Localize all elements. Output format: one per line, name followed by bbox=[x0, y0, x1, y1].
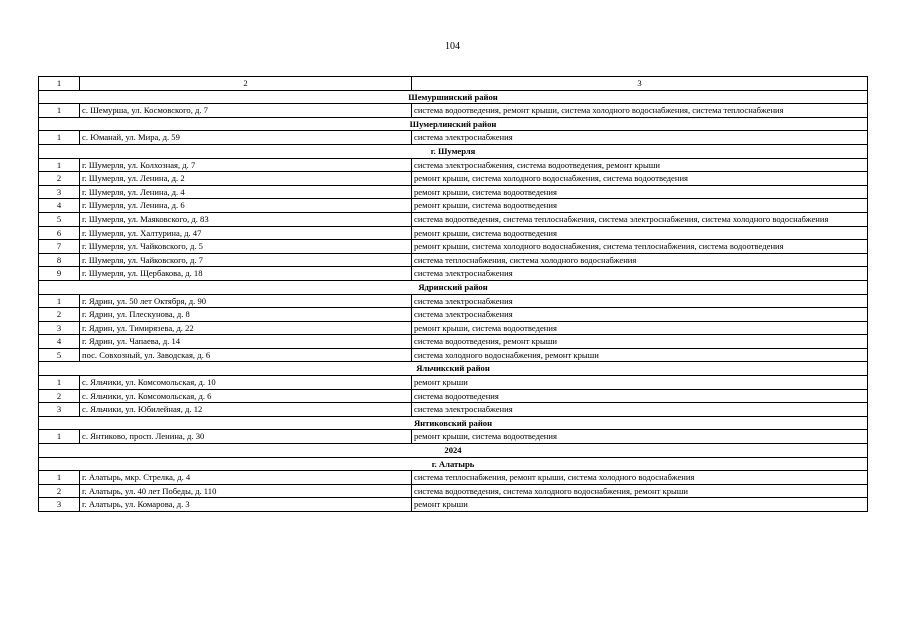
table-row bbox=[39, 389, 868, 403]
table-row bbox=[39, 376, 868, 390]
table-row bbox=[39, 308, 868, 322]
section-header-row bbox=[39, 362, 868, 376]
works-table bbox=[38, 76, 868, 512]
row-number-cell: 1 bbox=[39, 104, 80, 118]
address-cell: с. Яльчики, ул. Комсомольская, д. 10 bbox=[80, 376, 412, 390]
section-title: 2024 bbox=[39, 444, 868, 458]
works-cell: ремонт крыши, система водоотведения bbox=[412, 430, 868, 444]
address-cell: пос. Совхозный, ул. Заводская, д. 6 bbox=[80, 348, 412, 362]
address-cell: г. Шумерля, ул. Чайковского, д. 5 bbox=[80, 240, 412, 254]
row-number-cell: 6 bbox=[39, 226, 80, 240]
row-number-cell: 4 bbox=[39, 335, 80, 349]
works-cell: ремонт крыши, система водоотведения bbox=[412, 321, 868, 335]
page-number: 104 bbox=[445, 41, 460, 52]
table-row bbox=[39, 226, 868, 240]
table-row bbox=[39, 212, 868, 226]
works-cell: система электроснабжения bbox=[412, 131, 868, 145]
section-header-row bbox=[39, 144, 868, 158]
section-header-row bbox=[39, 444, 868, 458]
address-cell: г. Ядрин, ул. Плескунова, д. 8 bbox=[80, 308, 412, 322]
row-number-cell: 2 bbox=[39, 308, 80, 322]
address-cell: г. Шумерля, ул. Ленина, д. 4 bbox=[80, 185, 412, 199]
table-row bbox=[39, 172, 868, 186]
row-number-cell: 1 bbox=[39, 430, 80, 444]
row-number-cell: 3 bbox=[39, 403, 80, 417]
address-cell: с. Юманай, ул. Мира, д. 59 bbox=[80, 131, 412, 145]
address-cell: г. Шумерля, ул. Колхозная, д. 7 bbox=[80, 158, 412, 172]
row-number-cell: 3 bbox=[39, 321, 80, 335]
address-cell: г. Алатырь, ул. Комарова, д. 3 bbox=[80, 498, 412, 512]
table-row bbox=[39, 335, 868, 349]
address-cell: г. Шумерля, ул. Ленина, д. 2 bbox=[80, 172, 412, 186]
address-cell: с. Янтиково, просп. Ленина, д. 30 bbox=[80, 430, 412, 444]
table-body bbox=[39, 77, 868, 512]
row-number-cell: 1 bbox=[39, 131, 80, 145]
table-row bbox=[39, 158, 868, 172]
section-title: г. Шумерля bbox=[39, 144, 868, 158]
row-number-cell: 3 bbox=[39, 498, 80, 512]
row-number-cell: 9 bbox=[39, 267, 80, 281]
table-row bbox=[39, 430, 868, 444]
table-row bbox=[39, 240, 868, 254]
address-cell: г. Ядрин, ул. 50 лет Октября, д. 90 bbox=[80, 294, 412, 308]
works-cell: система водоотведения, ремонт крыши bbox=[412, 335, 868, 349]
works-cell: система водоотведения bbox=[412, 389, 868, 403]
address-cell: г. Шумерля, ул. Халтурина, д. 47 bbox=[80, 226, 412, 240]
header-cell-3: 3 bbox=[412, 77, 868, 91]
table-row bbox=[39, 267, 868, 281]
works-cell: система холодного водоснабжения, ремонт крыши bbox=[412, 348, 868, 362]
table-header-row bbox=[39, 77, 868, 91]
row-number-cell: 8 bbox=[39, 253, 80, 267]
header-cell-2: 2 bbox=[80, 77, 412, 91]
address-cell: г. Шумерля, ул. Маяковского, д. 83 bbox=[80, 212, 412, 226]
works-cell: система теплоснабжения, система холодного водоснабжения bbox=[412, 253, 868, 267]
row-number-cell: 3 bbox=[39, 185, 80, 199]
address-cell: с. Яльчики, ул. Комсомольская, д. 6 bbox=[80, 389, 412, 403]
row-number-cell: 5 bbox=[39, 212, 80, 226]
table-row bbox=[39, 104, 868, 118]
section-title: г. Алатырь bbox=[39, 457, 868, 471]
table-row bbox=[39, 498, 868, 512]
row-number-cell: 2 bbox=[39, 389, 80, 403]
works-cell: система водоотведения, система теплоснабжения, система электроснабжения, система холодного водоснабжения bbox=[412, 212, 868, 226]
table-row bbox=[39, 321, 868, 335]
table-row bbox=[39, 348, 868, 362]
table-row bbox=[39, 471, 868, 485]
row-number-cell: 5 bbox=[39, 348, 80, 362]
works-cell: ремонт крыши, система холодного водоснабжения, система теплоснабжения, система водоотведения bbox=[412, 240, 868, 254]
works-cell: система электроснабжения, система водоотведения, ремонт крыши bbox=[412, 158, 868, 172]
works-cell: система теплоснабжения, ремонт крыши, система холодного водоснабжения bbox=[412, 471, 868, 485]
works-cell: ремонт крыши, система водоотведения bbox=[412, 226, 868, 240]
row-number-cell: 1 bbox=[39, 158, 80, 172]
section-title: Янтиковский район bbox=[39, 416, 868, 430]
table-row bbox=[39, 403, 868, 417]
works-cell: система электроснабжения bbox=[412, 308, 868, 322]
section-title: Шумерлинский район bbox=[39, 117, 868, 131]
section-title: Ядринский район bbox=[39, 280, 868, 294]
table-row bbox=[39, 185, 868, 199]
address-cell: г. Алатырь, ул. 40 лет Победы, д. 110 bbox=[80, 484, 412, 498]
table-row bbox=[39, 294, 868, 308]
row-number-cell: 1 bbox=[39, 376, 80, 390]
section-header-row bbox=[39, 280, 868, 294]
address-cell: г. Алатырь, мкр. Стрелка, д. 4 bbox=[80, 471, 412, 485]
works-cell: ремонт крыши bbox=[412, 376, 868, 390]
works-cell: система электроснабжения bbox=[412, 294, 868, 308]
address-cell: г. Ядрин, ул. Чапаева, д. 14 bbox=[80, 335, 412, 349]
section-header-row bbox=[39, 117, 868, 131]
works-cell: ремонт крыши, система водоотведения bbox=[412, 199, 868, 213]
table-row bbox=[39, 253, 868, 267]
address-cell: г. Шумерля, ул. Чайковского, д. 7 bbox=[80, 253, 412, 267]
row-number-cell: 4 bbox=[39, 199, 80, 213]
works-cell: ремонт крыши, система холодного водоснабжения, система водоотведения bbox=[412, 172, 868, 186]
address-cell: г. Шумерля, ул. Ленина, д. 6 bbox=[80, 199, 412, 213]
table-row bbox=[39, 199, 868, 213]
row-number-cell: 1 bbox=[39, 294, 80, 308]
address-cell: г. Шумерля, ул. Щербакова, д. 18 bbox=[80, 267, 412, 281]
address-cell: с. Яльчики, ул. Юбилейная, д. 12 bbox=[80, 403, 412, 417]
row-number-cell: 7 bbox=[39, 240, 80, 254]
works-cell: ремонт крыши, система водоотведения bbox=[412, 185, 868, 199]
row-number-cell: 2 bbox=[39, 484, 80, 498]
header-cell-1: 1 bbox=[39, 77, 80, 91]
address-cell: с. Шемурша, ул. Космовского, д. 7 bbox=[80, 104, 412, 118]
works-cell: ремонт крыши bbox=[412, 498, 868, 512]
row-number-cell: 2 bbox=[39, 172, 80, 186]
section-header-row bbox=[39, 416, 868, 430]
address-cell: г. Ядрин, ул. Тимирязева, д. 22 bbox=[80, 321, 412, 335]
works-cell: система водоотведения, система холодного водоснабжения, ремонт крыши bbox=[412, 484, 868, 498]
section-header-row bbox=[39, 90, 868, 104]
works-cell: система водоотведения, ремонт крыши, система холодного водоснабжения, система теплоснабжения bbox=[412, 104, 868, 118]
section-header-row bbox=[39, 457, 868, 471]
table-row bbox=[39, 484, 868, 498]
row-number-cell: 1 bbox=[39, 471, 80, 485]
table-row bbox=[39, 131, 868, 145]
section-title: Шемуршинский район bbox=[39, 90, 868, 104]
works-cell: система электроснабжения bbox=[412, 267, 868, 281]
section-title: Яльчикский район bbox=[39, 362, 868, 376]
works-cell: система электроснабжения bbox=[412, 403, 868, 417]
